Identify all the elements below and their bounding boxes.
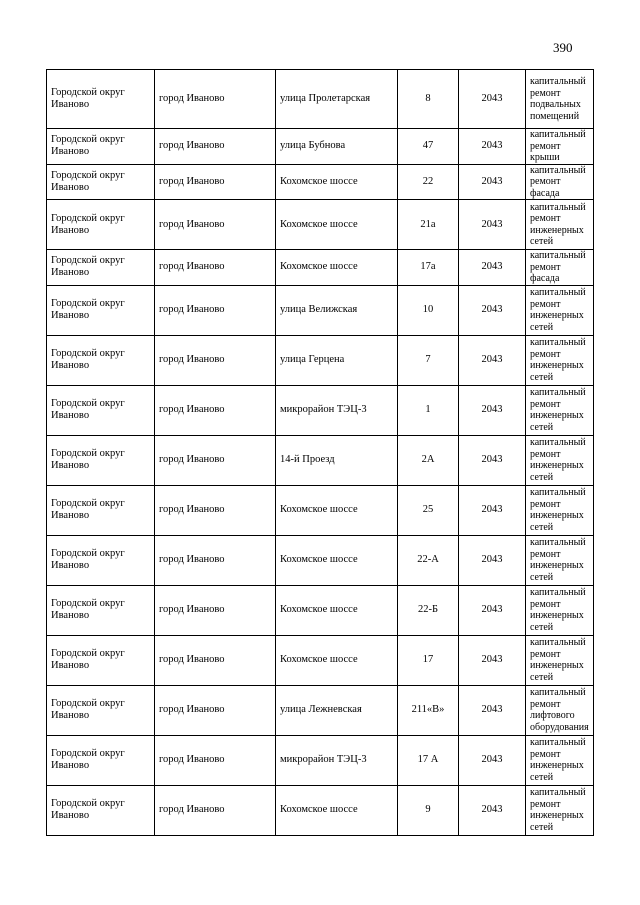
cell-gorod: город Иваново bbox=[155, 385, 276, 435]
table-row bbox=[47, 385, 594, 435]
cell-street: Кохомское шоссе bbox=[276, 585, 398, 635]
cell-house: 10 bbox=[398, 285, 459, 335]
cell-okrug: Городской округ Иваново bbox=[47, 435, 155, 485]
cell-work: капитальный ремонт инженерных сетей bbox=[526, 785, 594, 835]
cell-work: капитальный ремонт инженерных сетей bbox=[526, 335, 594, 385]
table-row bbox=[47, 735, 594, 785]
cell-work: капитальный ремонт фасада bbox=[526, 164, 594, 200]
table-row bbox=[47, 335, 594, 385]
cell-year: 2043 bbox=[459, 785, 526, 835]
cell-house: 17 bbox=[398, 635, 459, 685]
table-row bbox=[47, 635, 594, 685]
cell-house: 22-Б bbox=[398, 585, 459, 635]
cell-okrug: Городской округ Иваново bbox=[47, 535, 155, 585]
cell-street: Кохомское шоссе bbox=[276, 635, 398, 685]
cell-okrug: Городской округ Иваново bbox=[47, 129, 155, 165]
cell-work: капитальный ремонт инженерных сетей bbox=[526, 285, 594, 335]
cell-gorod: город Иваново bbox=[155, 535, 276, 585]
cell-street: улица Велижская bbox=[276, 285, 398, 335]
cell-year: 2043 bbox=[459, 385, 526, 435]
cell-street: микрорайон ТЭЦ-3 bbox=[276, 735, 398, 785]
cell-house: 17а bbox=[398, 250, 459, 286]
cell-house: 21а bbox=[398, 200, 459, 250]
cell-year: 2043 bbox=[459, 129, 526, 165]
cell-work: капитальный ремонт инженерных сетей bbox=[526, 585, 594, 635]
cell-year: 2043 bbox=[459, 435, 526, 485]
cell-work: капитальный ремонт инженерных сетей bbox=[526, 485, 594, 535]
cell-work: капитальный ремонт инженерных сетей bbox=[526, 535, 594, 585]
cell-gorod: город Иваново bbox=[155, 164, 276, 200]
table-row bbox=[47, 685, 594, 735]
table-row bbox=[47, 164, 594, 200]
cell-okrug: Городской округ Иваново bbox=[47, 785, 155, 835]
cell-year: 2043 bbox=[459, 485, 526, 535]
cell-street: улица Бубнова bbox=[276, 129, 398, 165]
cell-okrug: Городской округ Иваново bbox=[47, 250, 155, 286]
repair-schedule-table bbox=[46, 69, 594, 836]
cell-year: 2043 bbox=[459, 535, 526, 585]
table-body bbox=[47, 70, 594, 836]
table-row bbox=[47, 485, 594, 535]
cell-gorod: город Иваново bbox=[155, 585, 276, 635]
cell-street: 14-й Проезд bbox=[276, 435, 398, 485]
cell-work: капитальный ремонт лифтового оборудования bbox=[526, 685, 594, 735]
cell-gorod: город Иваново bbox=[155, 335, 276, 385]
cell-year: 2043 bbox=[459, 585, 526, 635]
cell-gorod: город Иваново bbox=[155, 635, 276, 685]
cell-street: улица Герцена bbox=[276, 335, 398, 385]
table-row bbox=[47, 200, 594, 250]
table-row bbox=[47, 585, 594, 635]
cell-year: 2043 bbox=[459, 200, 526, 250]
cell-year: 2043 bbox=[459, 635, 526, 685]
cell-okrug: Городской округ Иваново bbox=[47, 635, 155, 685]
cell-street: улица Лежневская bbox=[276, 685, 398, 735]
cell-street: улица Пролетарская bbox=[276, 70, 398, 129]
table-row bbox=[47, 70, 594, 129]
cell-gorod: город Иваново bbox=[155, 785, 276, 835]
cell-house: 22-А bbox=[398, 535, 459, 585]
cell-work: капитальный ремонт инженерных сетей bbox=[526, 200, 594, 250]
cell-year: 2043 bbox=[459, 285, 526, 335]
cell-okrug: Городской округ Иваново bbox=[47, 164, 155, 200]
cell-house: 17 А bbox=[398, 735, 459, 785]
cell-year: 2043 bbox=[459, 685, 526, 735]
cell-work: капитальный ремонт инженерных сетей bbox=[526, 635, 594, 685]
cell-gorod: город Иваново bbox=[155, 250, 276, 286]
cell-year: 2043 bbox=[459, 735, 526, 785]
cell-street: Кохомское шоссе bbox=[276, 485, 398, 535]
cell-work: капитальный ремонт крыши bbox=[526, 129, 594, 165]
cell-year: 2043 bbox=[459, 335, 526, 385]
cell-okrug: Городской округ Иваново bbox=[47, 485, 155, 535]
cell-year: 2043 bbox=[459, 250, 526, 286]
cell-gorod: город Иваново bbox=[155, 285, 276, 335]
cell-year: 2043 bbox=[459, 70, 526, 129]
cell-work: капитальный ремонт инженерных сетей bbox=[526, 435, 594, 485]
cell-street: Кохомское шоссе bbox=[276, 535, 398, 585]
table-row bbox=[47, 535, 594, 585]
cell-house: 22 bbox=[398, 164, 459, 200]
cell-okrug: Городской округ Иваново bbox=[47, 70, 155, 129]
cell-gorod: город Иваново bbox=[155, 485, 276, 535]
table-row bbox=[47, 785, 594, 835]
cell-year: 2043 bbox=[459, 164, 526, 200]
table-row bbox=[47, 250, 594, 286]
cell-street: Кохомское шоссе bbox=[276, 785, 398, 835]
cell-gorod: город Иваново bbox=[155, 435, 276, 485]
cell-work: капитальный ремонт инженерных сетей bbox=[526, 735, 594, 785]
cell-okrug: Городской округ Иваново bbox=[47, 285, 155, 335]
cell-house: 2А bbox=[398, 435, 459, 485]
cell-street: микрорайон ТЭЦ-3 bbox=[276, 385, 398, 435]
cell-okrug: Городской округ Иваново bbox=[47, 335, 155, 385]
cell-house: 25 bbox=[398, 485, 459, 535]
cell-house: 9 bbox=[398, 785, 459, 835]
table-row bbox=[47, 129, 594, 165]
cell-work: капитальный ремонт подвальных помещений bbox=[526, 70, 594, 129]
cell-house: 1 bbox=[398, 385, 459, 435]
cell-okrug: Городской округ Иваново bbox=[47, 385, 155, 435]
cell-gorod: город Иваново bbox=[155, 129, 276, 165]
cell-gorod: город Иваново bbox=[155, 735, 276, 785]
cell-work: капитальный ремонт инженерных сетей bbox=[526, 385, 594, 435]
cell-okrug: Городской округ Иваново bbox=[47, 735, 155, 785]
cell-gorod: город Иваново bbox=[155, 200, 276, 250]
cell-street: Кохомское шоссе bbox=[276, 200, 398, 250]
cell-gorod: город Иваново bbox=[155, 70, 276, 129]
cell-house: 8 bbox=[398, 70, 459, 129]
page-number: 390 bbox=[553, 40, 573, 55]
cell-okrug: Городской округ Иваново bbox=[47, 585, 155, 635]
cell-okrug: Городской округ Иваново bbox=[47, 200, 155, 250]
cell-street: Кохомское шоссе bbox=[276, 250, 398, 286]
cell-work: капитальный ремонт фасада bbox=[526, 250, 594, 286]
table-row bbox=[47, 285, 594, 335]
cell-okrug: Городской округ Иваново bbox=[47, 685, 155, 735]
cell-house: 7 bbox=[398, 335, 459, 385]
cell-gorod: город Иваново bbox=[155, 685, 276, 735]
cell-house: 47 bbox=[398, 129, 459, 165]
table-row bbox=[47, 435, 594, 485]
cell-street: Кохомское шоссе bbox=[276, 164, 398, 200]
cell-house: 211«В» bbox=[398, 685, 459, 735]
